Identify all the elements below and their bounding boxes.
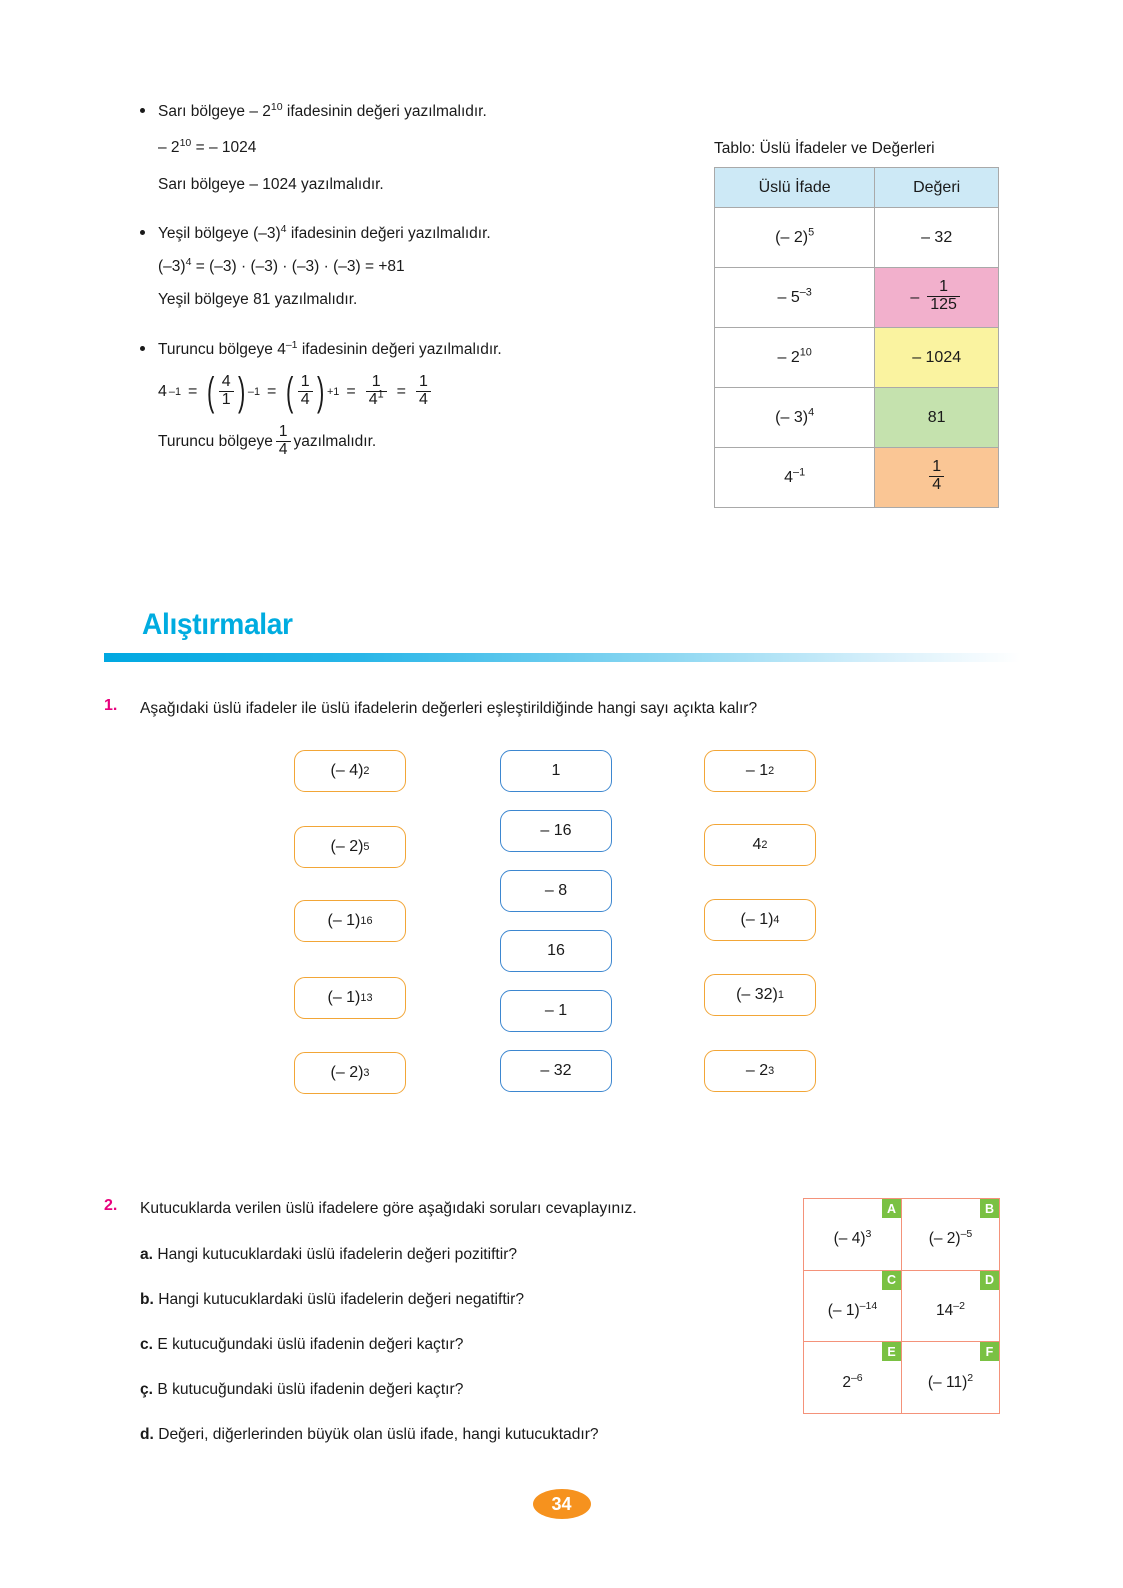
item-text: Hangi kutucuklardaki üslü ifadelerin değeri negatiftir? (158, 1291, 525, 1308)
calc-post: = – 1024 (191, 139, 257, 157)
table-row (715, 448, 999, 508)
expr-base: (– 3) (775, 408, 809, 426)
bullet-lead-sup: –1 (285, 338, 298, 351)
numerator: 1 (371, 372, 381, 390)
concl-post: yazılmalıdır. (293, 433, 377, 451)
expr-sup: 10 (799, 346, 812, 359)
exercise-2-number: 2. (104, 1197, 118, 1214)
table-cell-value (875, 268, 999, 328)
expr-base: 4 (784, 468, 794, 486)
item-label: c. (140, 1336, 154, 1353)
item-text: E kutucuğundaki üslü ifadenin değeri kaçtır? (157, 1336, 464, 1353)
match-box-left[interactable]: (– 2) 3 (294, 1052, 406, 1094)
expr-sup: 3 (865, 1228, 872, 1241)
values-table-block (714, 140, 999, 508)
grid-tag-f: F (980, 1342, 999, 1361)
box-base: – 2 (745, 1062, 769, 1079)
eq-sign-2: = (267, 383, 277, 401)
box-base: – 1 (544, 1002, 568, 1019)
numerator: 1 (278, 423, 288, 441)
match-box-right[interactable]: (– 1) 4 (704, 899, 816, 941)
section-title: Alıştırmalar (142, 608, 293, 641)
table-header-row (715, 168, 999, 208)
eq-sign-3: = (346, 383, 356, 401)
box-base: (– 1) (327, 989, 361, 1006)
eq-sign-4: = (396, 383, 406, 401)
concl-pre: Turuncu bölgeye (158, 433, 273, 451)
box-base: (– 2) (330, 838, 364, 855)
bullet-calc-line (136, 136, 696, 159)
grid-expr (827, 1299, 878, 1320)
page-number-badge: 34 (533, 1489, 591, 1519)
match-box-right[interactable]: – 2 3 (704, 1050, 816, 1092)
calc-sup: 10 (179, 137, 192, 150)
paren-close-icon: ) (237, 370, 245, 415)
grid-cell-c[interactable] (804, 1271, 902, 1343)
table-row (715, 328, 999, 388)
grid-tag-d: D (980, 1271, 999, 1290)
exercise-2-item-c (140, 1333, 780, 1356)
eq-term3-fraction (298, 374, 313, 409)
eq-term2: ( $\frac{4}{1}$ ) –1 (207, 370, 261, 415)
denominator: 4 (276, 441, 291, 458)
section-divider (104, 653, 1020, 662)
bullet-lead-pre: Sarı bölgeye – 2 (158, 103, 271, 120)
item-label: a. (140, 1246, 154, 1263)
box-base: 1 (551, 762, 561, 779)
expr-sup: 4 (808, 406, 815, 419)
item-label: d. (140, 1426, 154, 1443)
match-box-middle[interactable] (500, 870, 612, 912)
paren-open-icon: ( (286, 370, 294, 415)
match-box-middle[interactable] (500, 930, 612, 972)
match-box-right[interactable]: (– 32) 1 (704, 974, 816, 1016)
match-box-middle[interactable] (500, 990, 612, 1032)
table-row (715, 208, 999, 268)
expr-base: (– 4) (833, 1230, 866, 1248)
bullet-dot-icon (140, 108, 145, 113)
table-cell-value: 81 (875, 388, 999, 448)
expr-sup: 5 (808, 226, 815, 239)
exercise-2-item-b (140, 1288, 780, 1311)
match-box-right[interactable]: 4 2 (704, 824, 816, 866)
table-cell-expression (715, 328, 875, 388)
exercise-2-item-d (140, 1423, 840, 1446)
bullet-lead-sup: 4 (280, 222, 287, 235)
expr-base: (– 11) (927, 1373, 968, 1391)
calc-post: = (–3) · (–3) · (–3) · (–3) = +81 (191, 258, 405, 275)
item-text: Hangi kutucuklardaki üslü ifadelerin değeri pozitiftir? (157, 1246, 518, 1263)
paren-close-icon: ) (316, 370, 324, 415)
match-box-left[interactable]: (– 2) 5 (294, 826, 406, 868)
eq-term3: ( $\frac{1}{4}$ ) +1 (286, 370, 340, 415)
value-sign: – (910, 288, 920, 306)
match-box-left[interactable]: (– 1) 13 (294, 977, 406, 1019)
table-cell-expression (715, 388, 875, 448)
expr-base: (– 1) (827, 1301, 860, 1319)
table-cell-value: – 1024 (875, 328, 999, 388)
grid-cell-d[interactable] (902, 1271, 1000, 1343)
grid-cell-a[interactable] (804, 1199, 902, 1271)
expr-base: (– 2) (775, 228, 809, 246)
denominator: 1 (219, 391, 234, 409)
grid-expr (834, 1230, 872, 1248)
values-table (714, 167, 999, 508)
grid-expr (927, 1371, 974, 1392)
expr-sup: –5 (960, 1228, 973, 1241)
denominator (366, 388, 387, 409)
bullet-lead-line (136, 222, 696, 245)
numerator: 1 (932, 458, 942, 476)
item-text: Değeri, diğerlerinden büyük olan üslü ifade, hangi kutucuktadır? (158, 1426, 599, 1443)
calc-sup: 4 (185, 255, 192, 268)
numerator: 1 (300, 372, 310, 390)
exercise-2-prompt: Kutucuklarda verilen üslü ifadelere göre aşağıdaki soruları cevaplayınız. (140, 1200, 637, 1217)
grid-tag-a: A (882, 1199, 901, 1218)
box-base: – 16 (540, 822, 572, 839)
item-label: ç. (140, 1381, 154, 1398)
bullet-lead-post: ifadesinin değeri yazılmalıdır. (286, 224, 491, 242)
calc-pre: (–3) (158, 258, 186, 275)
table-header-value: Değeri (875, 168, 999, 208)
denominator: 4 (416, 391, 431, 409)
eq-term4-fraction (366, 374, 387, 409)
item-label: b. (140, 1291, 154, 1308)
worked-example-block (136, 100, 696, 478)
bullet-item (136, 338, 696, 459)
exercise-1-number: 1. (104, 697, 118, 714)
table-cell-expression (715, 208, 875, 268)
bullet-lead-post: ifadesinin değeri yazılmalıdır. (297, 340, 502, 358)
box-base: (– 4) (330, 762, 364, 779)
box-base: – 32 (540, 1062, 572, 1079)
expr-sup: –1 (793, 466, 806, 479)
equation-row: 4 –1 = ( $\frac{4}{1}$ ) –1 = ( $\frac{1}{4}$ ) +1 = $\frac{1}{4^1}$ = $\frac{1}{4}$ (136, 375, 696, 410)
bullet-lead-sup: 10 (270, 100, 283, 113)
table-cell-expression (715, 268, 875, 328)
section-heading (142, 608, 302, 642)
grid-tag-e: E (882, 1342, 901, 1361)
box-base: 4 (752, 836, 762, 853)
denominator: 4 (298, 391, 313, 409)
box-base: (– 1) (740, 911, 774, 928)
box-base: – 1 (745, 762, 769, 779)
expr-sup: 2 (967, 1371, 974, 1384)
grid-expr (929, 1230, 973, 1248)
denominator: 125 (927, 296, 960, 314)
bullet-conclusion: Sarı bölgeye – 1024 yazılmalıdır. (158, 175, 384, 193)
conclusion-fraction (276, 424, 291, 458)
numerator: 1 (939, 278, 949, 296)
grid-cell-f[interactable] (902, 1342, 1000, 1414)
exercise-2-item-a (140, 1243, 780, 1266)
expr-sup: –3 (799, 286, 812, 299)
bullet-lead-post: ifadesinin değeri yazılmalıdır. (282, 103, 487, 120)
eq-term1-base: 4 (158, 383, 167, 401)
table-caption: Tablo: Üslü İfadeler ve Değerleri (714, 140, 935, 157)
match-box-middle[interactable] (500, 810, 612, 852)
expr-sup: –14 (859, 1299, 878, 1312)
exercise-2-item-c-cedilla (140, 1378, 780, 1401)
table-cell-value: – 32 (875, 208, 999, 268)
table-row (715, 388, 999, 448)
item-text: B kutucuğundaki üslü ifadenin değeri kaçtır? (157, 1381, 464, 1398)
value-fraction (927, 279, 960, 314)
expr-base: (– 2) (928, 1230, 961, 1248)
bullet-dot-icon (140, 346, 145, 351)
expr-base: – 5 (777, 288, 800, 306)
numerator: 1 (419, 372, 428, 390)
box-base: – 8 (544, 882, 568, 899)
box-base: 16 (547, 942, 565, 959)
match-box-left[interactable]: (– 4) 2 (294, 750, 406, 792)
bullet-item (136, 100, 696, 196)
bullet-lead-line (136, 338, 696, 361)
box-base: (– 32) (736, 986, 778, 1003)
table-cell-value (875, 448, 999, 508)
exercise-1-prompt: Aşağıdaki üslü ifadeler ile üslü ifadelerin değerleri eşleştirildiğinde hangi sayı açıkta kalır? (140, 700, 758, 717)
den-base: 4 (368, 390, 378, 408)
box-base: (– 2) (330, 1064, 364, 1081)
numerator: 4 (221, 372, 231, 390)
match-box-middle[interactable] (500, 750, 612, 792)
table-header-expression: Üslü İfade (715, 168, 875, 208)
bullet-dot-icon (140, 230, 145, 235)
bullet-lead-pre: Turuncu bölgeye 4 (158, 340, 286, 358)
bullet-lead-line (136, 100, 696, 123)
match-box-middle[interactable] (500, 1050, 612, 1092)
bullet-calc-line (136, 255, 696, 278)
expr-base: 14 (936, 1301, 954, 1319)
expr-sup: –6 (850, 1371, 863, 1384)
den-sup: 1 (377, 388, 384, 401)
grid-cell-e[interactable] (804, 1342, 902, 1414)
box-base: (– 1) (327, 912, 361, 929)
expression-grid (803, 1198, 1000, 1414)
eq-term5-fraction (416, 374, 431, 409)
grid-expr (842, 1371, 863, 1392)
match-box-right[interactable]: – 1 2 (704, 750, 816, 792)
paren-open-icon: ( (207, 370, 215, 415)
expr-base: 2 (842, 1373, 851, 1391)
value-fraction (929, 459, 944, 494)
eq-term2-fraction (219, 374, 234, 409)
table-cell-expression (715, 448, 875, 508)
bullet-lead-pre: Yeşil bölgeye (–3) (158, 224, 281, 242)
expr-sup: –2 (953, 1299, 965, 1312)
eq-sign-1: = (188, 383, 198, 401)
grid-expr (936, 1299, 965, 1320)
bullet-conclusion: Yeşil bölgeye 81 yazılmalıdır. (158, 291, 358, 309)
expr-base: – 2 (777, 348, 800, 366)
match-box-left[interactable]: (– 1) 16 (294, 900, 406, 942)
grid-tag-b: B (980, 1199, 999, 1218)
grid-cell-b[interactable] (902, 1199, 1000, 1271)
bullet-item (136, 222, 696, 312)
denominator: 4 (929, 476, 944, 494)
calc-pre: – 2 (158, 139, 180, 157)
table-row (715, 268, 999, 328)
grid-tag-c: C (882, 1271, 901, 1290)
bullet-conclusion (136, 425, 696, 459)
